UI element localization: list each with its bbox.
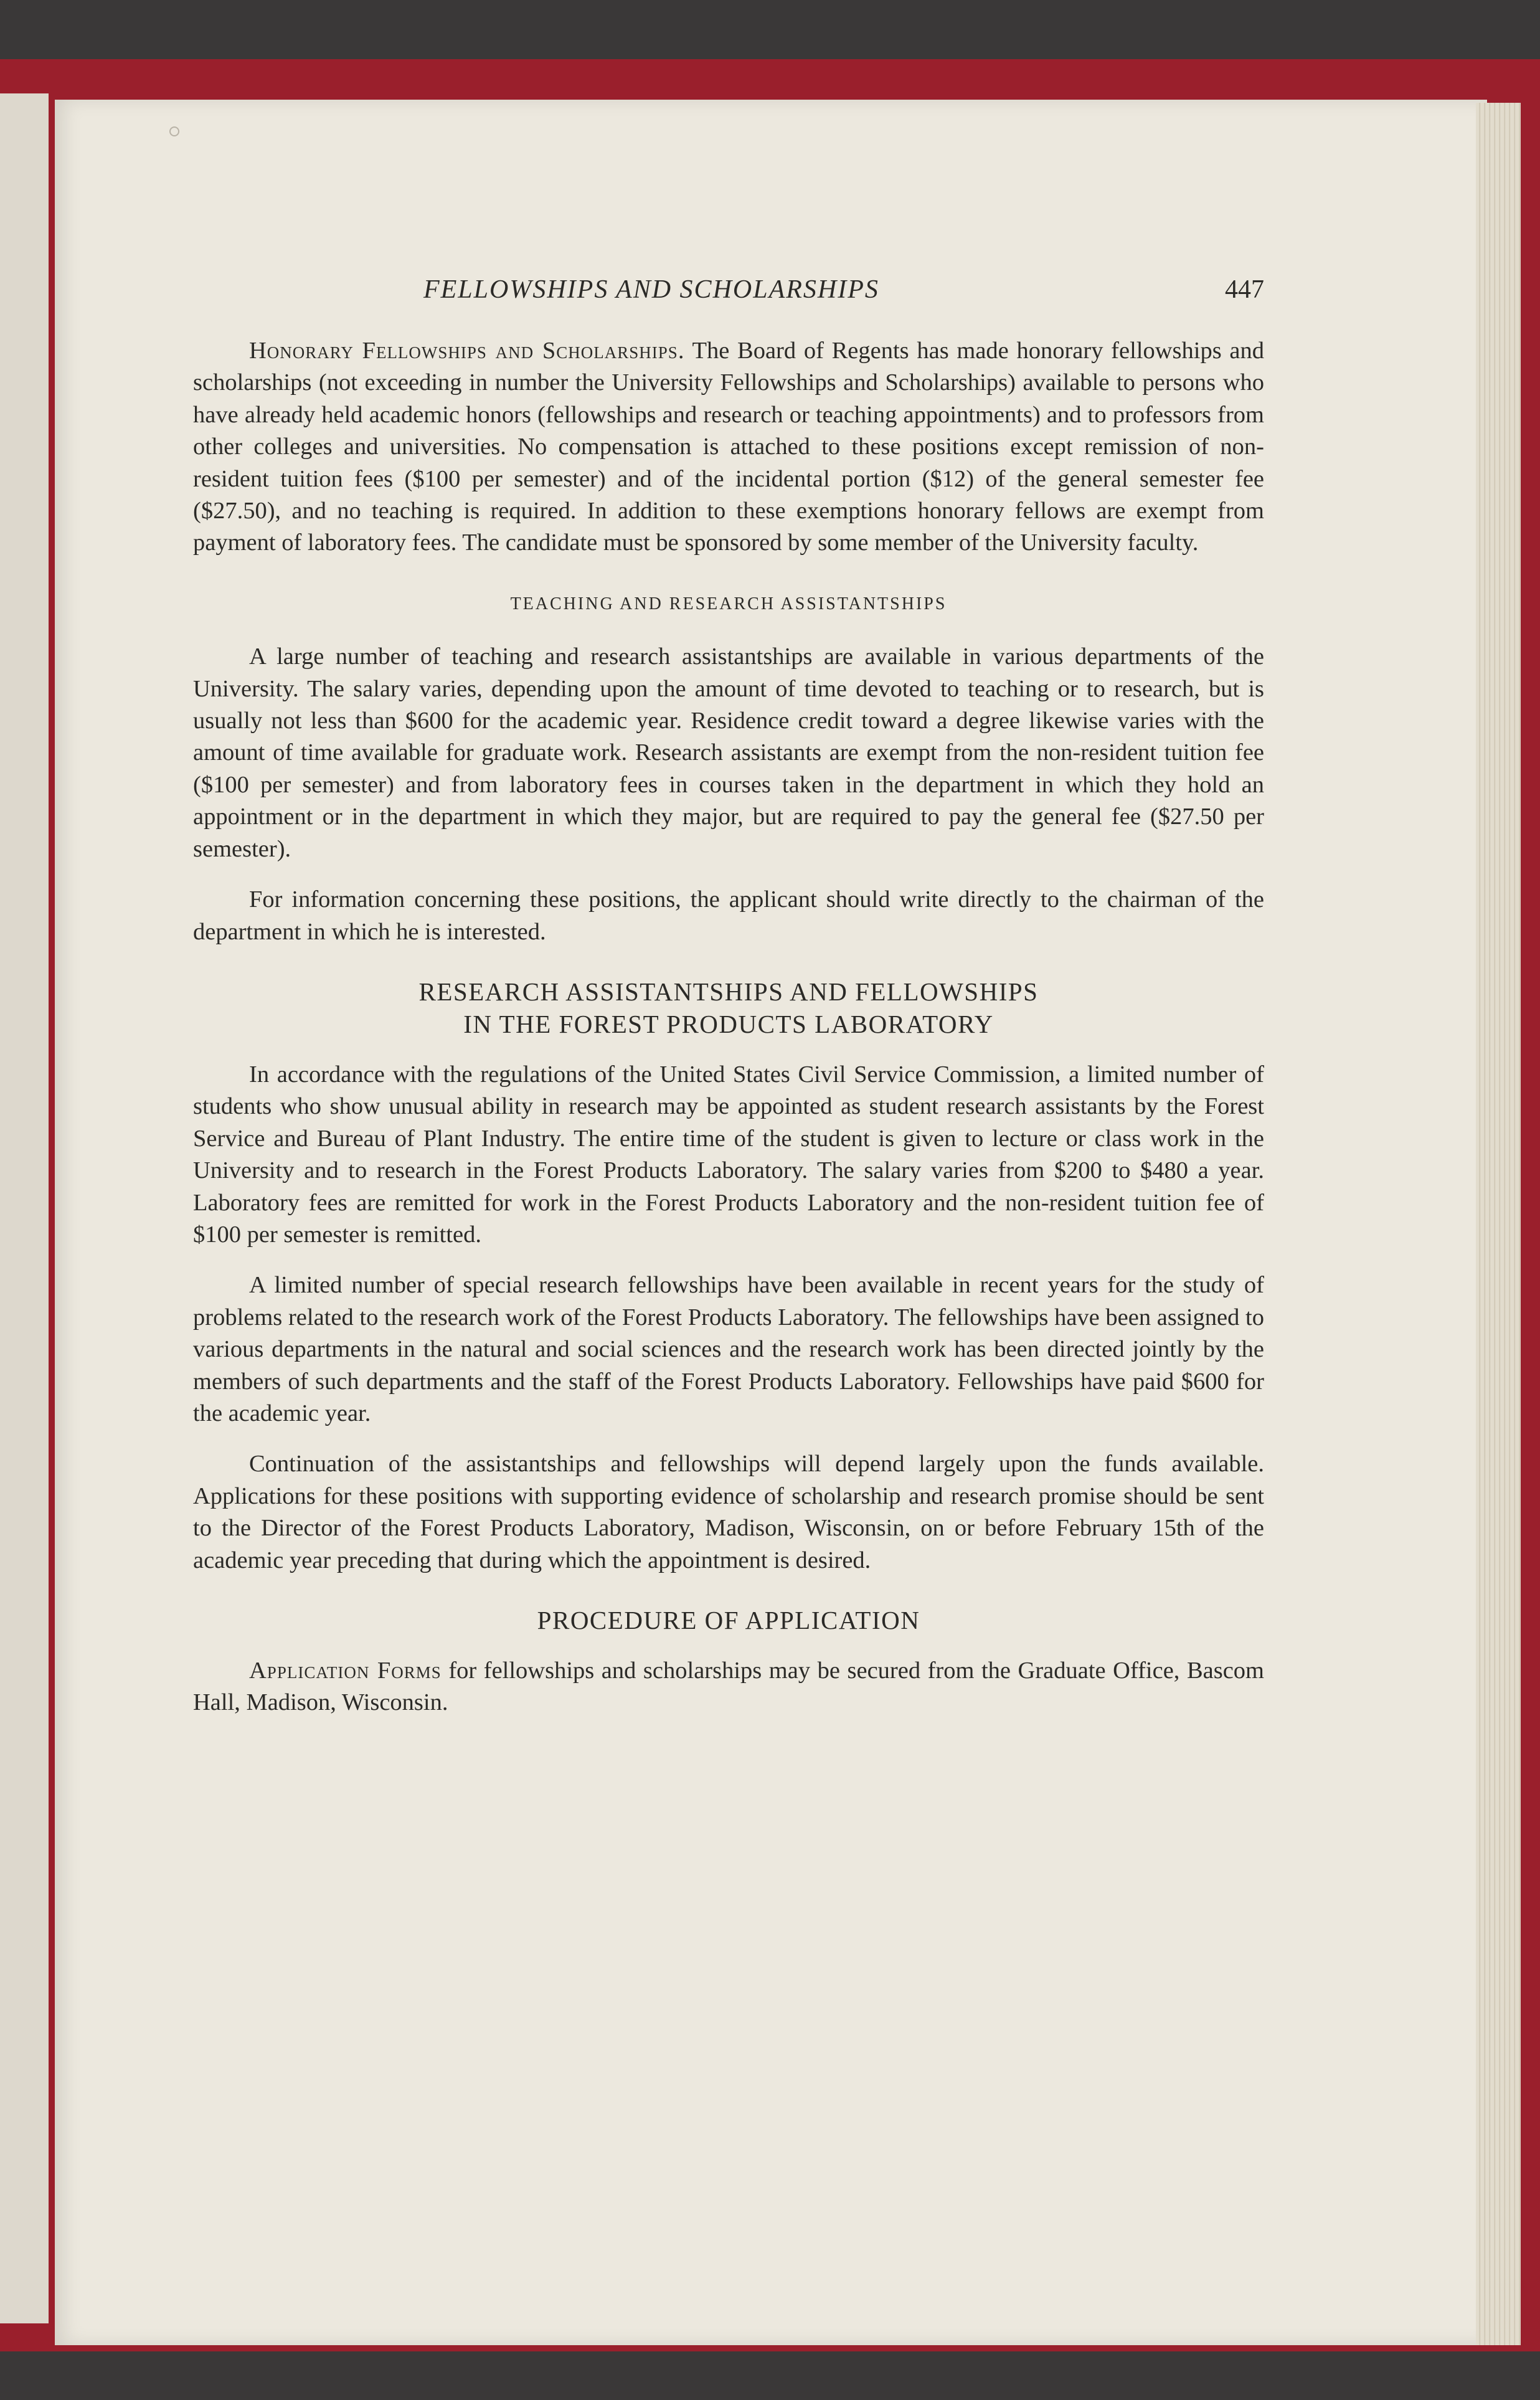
forest-paragraph-1: In accordance with the regulations of the United States Civil Service Commission, a limited number of students who show unusual ability in research may be appointed as student research assistants by the Forest Service and Bureau of Plant Industry. The entire time of the student is given to lecture or class work in the University and to research in the Forest Products Laboratory. The salary varies from $200 to $480 a year. Laboratory fees are remitted for work in the Forest Products Laboratory and the non-resident tuition fee of $100 per semester is remitted. <box>193 1061 1264 1248</box>
procedure-heading: PROCEDURE OF APPLICATION <box>537 1606 920 1634</box>
procedure-lead: Application Forms <box>249 1658 442 1684</box>
left-page-edge <box>0 93 49 2323</box>
page-mark <box>169 126 179 136</box>
teaching-paragraph-2: For information concerning these positions, the applicant should write directly to the chairman of the department in which he is interested. <box>193 886 1264 945</box>
honorary-text: The Board of Regents has made honorary fellowships and scholarships (not exceeding in number the University Fellowships and Scholarships) available to persons who have already held academic honors (fellowships and research or teaching appointments) and to professors from other colleges and universities. No compensation is attached to these positions except remission of non-resident tuition fees ($100 per semester) and of the incidental portion ($12) of the general semester fee ($27.50), and no teaching is required. In addition to these exemptions honorary fellows are exempt from payment of laboratory fees. The candidate must be sponsored by some member of the University faculty. <box>193 338 1264 556</box>
running-header <box>193 274 1264 311</box>
forest-heading-line-1: RESEARCH ASSISTANTSHIPS AND FELLOWSHIPS <box>418 977 1039 1006</box>
procedure-paragraph <box>193 1655 1264 1719</box>
forest-heading-line-2: IN THE FOREST PRODUCTS LABORATORY <box>463 1009 994 1038</box>
teaching-heading: TEACHING AND RESEARCH ASSISTANTSHIPS <box>510 594 947 614</box>
page-number: 447 <box>1225 275 1264 304</box>
procedure-text: for fellowships and scholarships may be secured from the Graduate Office, Bascom Hall, Madison, Wisconsin. <box>193 1658 1264 1716</box>
teaching-paragraph-1: A large number of teaching and research assistantships are available in various departments of the University. The salary varies, depending upon the amount of time devoted to teaching or to research, but is usually not less than $600 for the academic year. Residence credit toward a degree likewise varies with the amount of time available for graduate work. Research assistants are exempt from the non-resident tuition fee ($100 per semester) and from laboratory fees in courses taken in the department in which they hold an appointment or in the department in which they major, but are required to pay the general fee ($27.50 per semester). <box>193 643 1264 862</box>
forest-heading <box>193 975 1264 1040</box>
honorary-lead: Honorary Fellowships and Scholarships. <box>249 338 685 364</box>
honorary-paragraph <box>193 335 1264 559</box>
forest-paragraph-3: Continuation of the assistantships and fellowships will depend largely upon the funds available. Applications for these positions with supporting evidence of scholarship and research promise should be sent to the Director of the Forest Products Laboratory, Madison, Wisconsin, on or before February 15th of the academic year preceding that during which the appointment is desired. <box>193 1451 1264 1573</box>
running-title: FELLOWSHIPS AND SCHOLARSHIPS <box>423 275 879 304</box>
page-stack-edge <box>1476 103 1521 2345</box>
forest-paragraph-2: A limited number of special research fellowships have been available in recent years for the study of problems related to the research work of the Forest Products Laboratory. The fellowships have been assigned to various departments in the natural and social sciences and the research work has been directed jointly by the members of such departments and the staff of the Forest Products Laboratory. Fellowships have paid $600 for the academic year. <box>193 1272 1264 1426</box>
page-content <box>193 274 1264 1719</box>
